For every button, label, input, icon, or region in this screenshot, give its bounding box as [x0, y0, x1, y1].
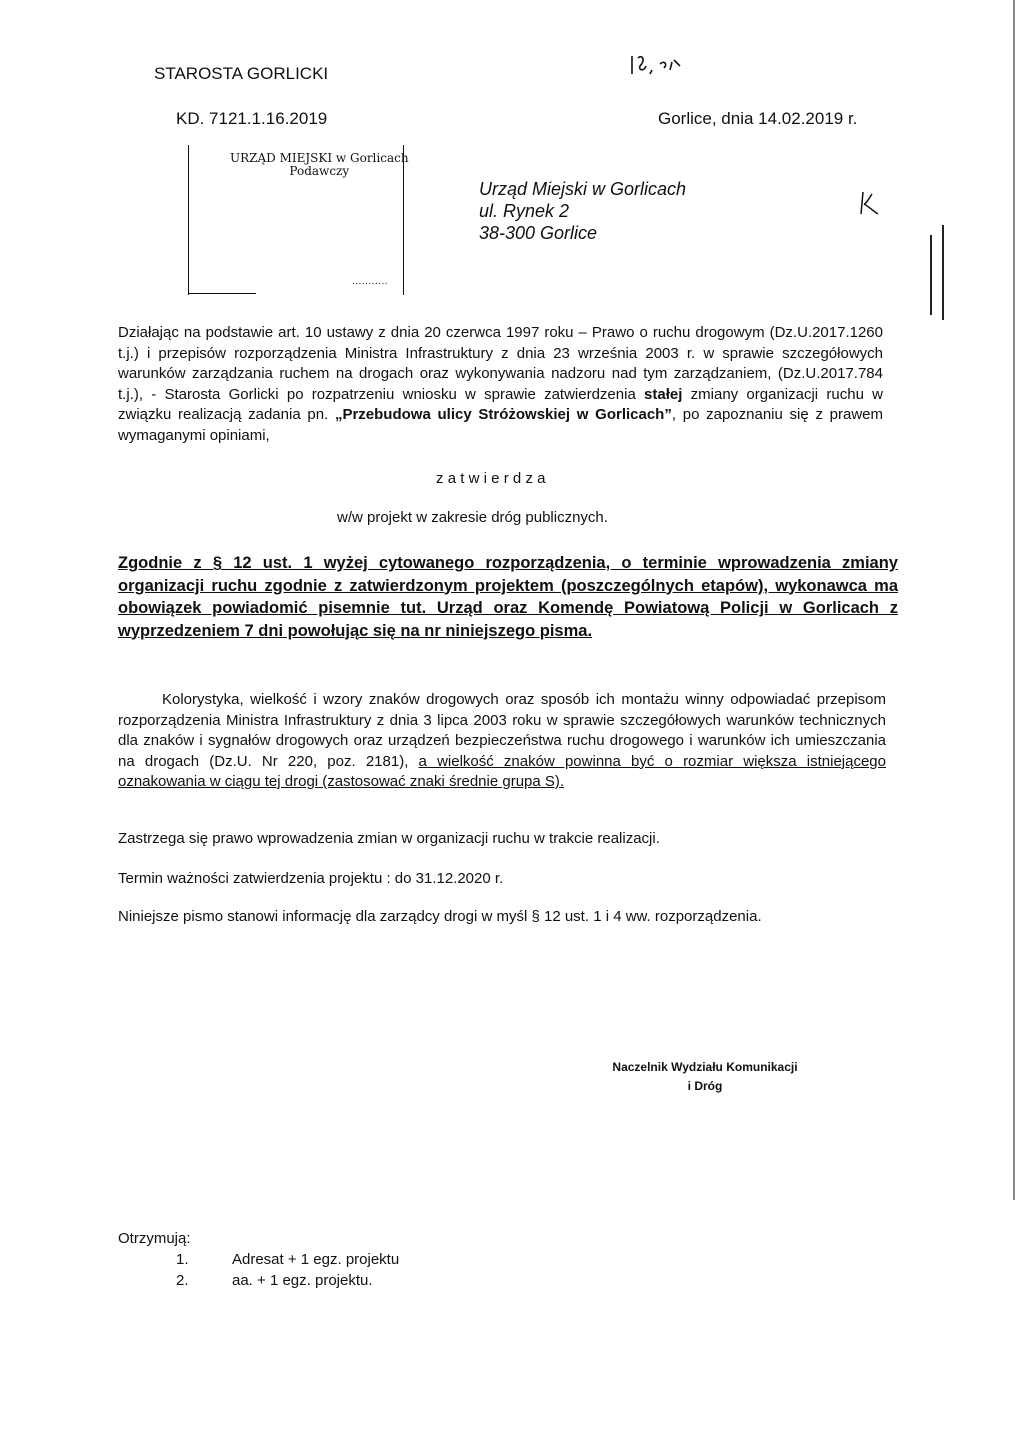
reservation-clause: Zastrzega się prawo wprowadzenia zmian w organizacji ruchu w trakcie realizacji.: [118, 830, 660, 847]
place-and-date: Gorlice, dnia 14.02.2019 r.: [658, 109, 858, 128]
list-item: 2. aa. + 1 egz. projektu.: [176, 1272, 373, 1289]
issuing-authority: STAROSTA GORLICKI: [154, 64, 329, 83]
stamp-bottom-line: [188, 293, 256, 294]
signatory-department: i Dróg: [687, 1079, 723, 1093]
margin-mark: [942, 225, 944, 320]
approval-statement: zatwierdza: [436, 470, 550, 487]
informational-note: Niniejsze pismo stanowi informację dla zarządcy drogi w myśl § 12 ust. 1 i 4 ww. rozporządzenia.: [118, 908, 762, 925]
reference-number: KD. 7121.1.16.2019: [176, 109, 328, 128]
margin-mark: [930, 235, 932, 315]
notification-obligation: Zgodnie z § 12 ust. 1 wyżej cytowanego rozporządzenia, o terminie wprowadzenia zmiany organizacji ruchu zgodnie z zatwierdzonym projektem (poszczególnych etapów), wykonawca ma obowiązek powiadomić pisemnie tut. Urząd oraz Komendę Powiatową Policji w Gorlicach z wyprzedzeniem 7 dni powołując się na nr niniejszego pisma.: [118, 554, 898, 640]
intro-paragraph: Działając na podstawie art. 10 ustawy z dnia 20 czerwca 1997 roku – Prawo o ruchu drogowym (Dz.U.2017.1260 t.j.) i przepisów rozporządzenia Ministra Infrastruktury z dnia 23 września 2003 r. w sprawie szczegółowych warunków zarządzania ruchem na drogach oraz wykonywania nadzoru nad tym zarządzaniem, (Dz.U.2017.784 t.j.), - Starosta Gorlicki po rozpatrzeniu wniosku w sprawie zatwierdzenia stałej zmiany organizacji ruchu w związku realizacją zadania pn. „Przebudowa ulicy Stróżowskiej w Gorlicach”, po zapoznaniu się z prawem wymaganymi opiniami,: [118, 324, 884, 444]
stamp-dots: ...........: [352, 276, 389, 287]
distribution-list: [176, 1249, 399, 1291]
validity-term: Termin ważności zatwierdzenia projektu : do 31.12.2020 r.: [118, 870, 504, 887]
recipient-address: [479, 178, 686, 244]
scan-edge-line: [1013, 0, 1015, 1200]
signature-block: [580, 1058, 830, 1096]
recipient-name: Urząd Miejski w Gorlicach: [479, 179, 687, 199]
stamp-text: [230, 152, 409, 178]
handwritten-initial: [858, 190, 882, 216]
approval-scope: w/w projekt w zakresie dróg publicznych.: [337, 509, 608, 526]
stamp-desk: Podawczy: [289, 164, 350, 178]
recipient-street: ul. Rynek 2: [479, 201, 570, 221]
stamp-office: URZĄD MIEJSKI w Gorlicach: [230, 151, 409, 165]
distribution-label: Otrzymują:: [118, 1230, 191, 1247]
signatory-title: Naczelnik Wydziału Komunikacji: [612, 1060, 798, 1074]
recipient-city: 38-300 Gorlice: [479, 223, 598, 243]
handwritten-registration-mark: [628, 52, 688, 78]
list-item: 1. Adresat + 1 egz. projektu: [176, 1251, 400, 1268]
sign-requirements-paragraph: Kolorystyka, wielkość i wzory znaków drogowych oraz sposób ich montażu winny odpowiadać przepisom rozporządzenia Ministra Infrastruktury z dnia 3 lipca 2003 roku w sprawie szczegółowych warunków technicznych dla znaków i sygnałów drogowych oraz urządzeń bezpieczeństwa ruchu drogowego i warunków ich umieszczania na drogach (Dz.U. Nr 220, poz. 2181), a wielkość znaków powinna być o rozmiar większa istniejącego oznakowania w ciągu tej drogi (zastosować znaki średnie grupa S).: [118, 691, 886, 790]
